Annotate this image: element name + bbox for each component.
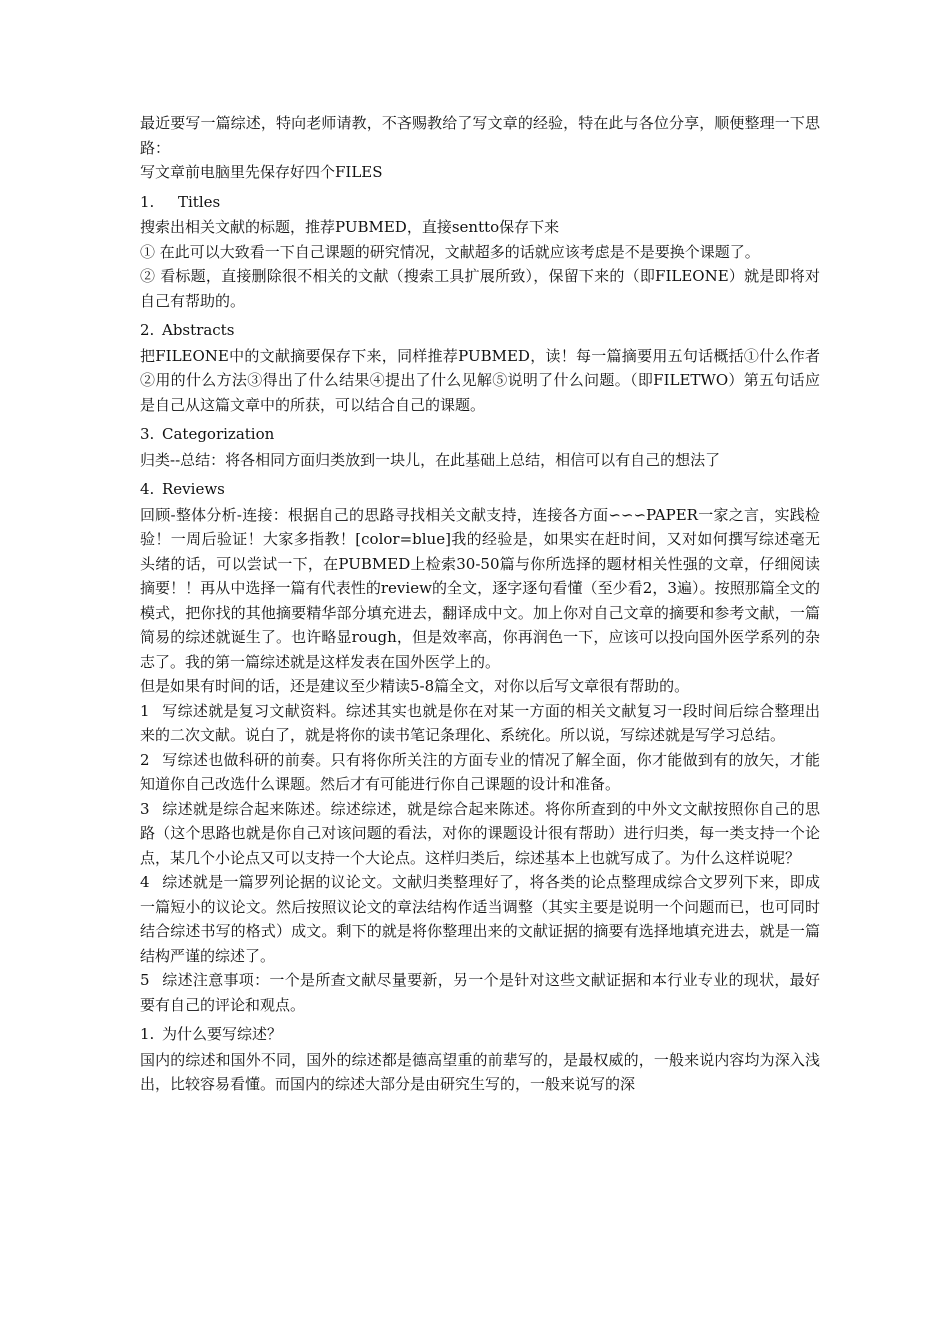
list-item [140,968,820,1017]
question-title: 为什么要写综述？ [162,1025,283,1043]
section-number: 2. [140,321,155,339]
document-page [140,111,820,1097]
section-number: 3. [140,425,155,443]
section-number: 4. [140,480,155,498]
list-item-number: 2 [140,750,150,769]
closing-paragraph: 国内的综述和国外不同，国外的综述都是德高望重的前辈写的，是最权威的，一般来说内容均为深入浅出，比较容易看懂。而国内的综述大部分是由研究生写的，一般来说写的深 [140,1050,820,1093]
list-item-text: 综述注意事项：一个是所查文献尽量要新，另一个是针对这些文献证据和本行业专业的现状，最好要有自己的评论和观点。 [140,971,820,1014]
files-intro: 写文章前电脑里先保存好四个FILES [140,163,383,181]
list-item [140,797,820,871]
list-item [140,748,820,797]
section-paragraph: 回顾-整体分析-连接：根据自己的思路寻找相关文献支持，连接各方面∽∽∽PAPER一家之言，实践检验！一周后验证！大家多指教！[color=blue]我的经验是，如果实在赶时间，又对如何撰写综述毫无头绪的话，可以尝试一下，在PUBMED上检索30-50篇与你所选择的题材相关性强的文章，仔细阅读摘要！！再从中选择一篇有代表性的review的全文，逐字逐句看懂（至少看2，3遍）。按照那篇全文的模式，把你找的其他摘要精华部分填充进去，翻译成中文。加上你对自己文章的摘要和参考文献，一篇简易的综述就诞生了。也许略显rough，但是效率高，你再润色一下，应该可以投向国外医学系列的杂志了。我的第一篇综述就是这样发表在国外医学上的。 [140,505,820,671]
section-heading-reviews [140,477,820,502]
section-title: Abstracts [162,321,235,339]
section-title: Reviews [162,480,225,498]
list-item-text: 综述就是综合起来陈述。综述综述，就是综合起来陈述。将你所查到的中外文文献按照你自己的思路（这个思路也就是你自己对该问题的看法，对你的课题设计很有帮助）进行归类，每一类支持一个论点，某几个小论点又可以支持一个大论点。这样归类后，综述基本上也就写成了。为什么这样说呢？ [140,799,820,867]
question-heading [140,1022,820,1047]
section-number: 1. [140,192,155,211]
list-item-number: 5 [140,971,150,989]
question-number: 1. [140,1025,155,1043]
section-heading-abstracts [140,318,820,343]
section-paragraph: 但是如果有时间的话，还是建议至少精读5-8篇全文，对你以后写文章很有帮助的。 [140,677,690,695]
section-paragraph: 归类--总结：将各相同方面归类放到一块儿，在此基础上总结，相信可以有自己的想法了 [140,450,721,469]
section-paragraph: ② 看标题，直接删除很不相关的文献（搜索工具扩展所致），保留下来的（即FILEONE）就是即将对自己有帮助的。 [140,267,820,310]
section-paragraph: 搜索出相关文献的标题，推荐PUBMED，直接sentto保存下来 [140,218,560,236]
section-paragraph: 把FILEONE中的文献摘要保存下来，同样推荐PUBMED，读！每一篇摘要用五句话概括①什么作者②用的什么方法③得出了什么结果④提出了什么见解⑤说明了什么问题。（即FILETWO）第五句话应是自己从这篇文章中的所获，可以结合自己的课题。 [140,346,820,414]
section-heading-categorization [140,422,820,447]
section-title: Categorization [162,425,275,443]
list-item-number: 4 [140,873,150,891]
section-title: Titles [178,192,221,211]
list-item-text: 写综述就是复习文献资料。综述其实也就是你在对某一方面的相关文献复习一段时间后综合整理出来的二次文献。说白了，就是将你的读书笔记条理化、系统化。所以说，写综述就是写学习总结。 [140,701,820,744]
section-heading-titles [140,190,820,215]
list-item [140,699,820,748]
list-item [140,870,820,968]
intro-paragraph: 最近要写一篇综述，特向老师请教，不吝赐教给了写文章的经验，特在此与各位分享，顺便整理一下思路： [140,114,820,157]
list-item-text: 写综述也做科研的前奏。只有将你所关注的方面专业的情况了解全面，你才能做到有的放矢，才能知道你自己改选什么课题。然后才有可能进行你自己课题的设计和准备。 [140,750,820,793]
list-item-number: 1 [140,701,150,720]
section-paragraph: ① 在此可以大致看一下自己课题的研究情况，文献超多的话就应该考虑是不是要换个课题了。 [140,242,760,261]
list-item-text: 综述就是一篇罗列论据的议论文。文献归类整理好了，将各类的论点整理成综合文罗列下来，即成一篇短小的议论文。然后按照议论文的章法结构作适当调整（其实主要是说明一个问题而已，也可同时结合综述书写的格式）成文。剩下的就是将你整理出来的文献证据的摘要有选择地填充进去，就是一篇结构严谨的综述了。 [140,873,820,965]
list-item-number: 3 [140,799,150,818]
